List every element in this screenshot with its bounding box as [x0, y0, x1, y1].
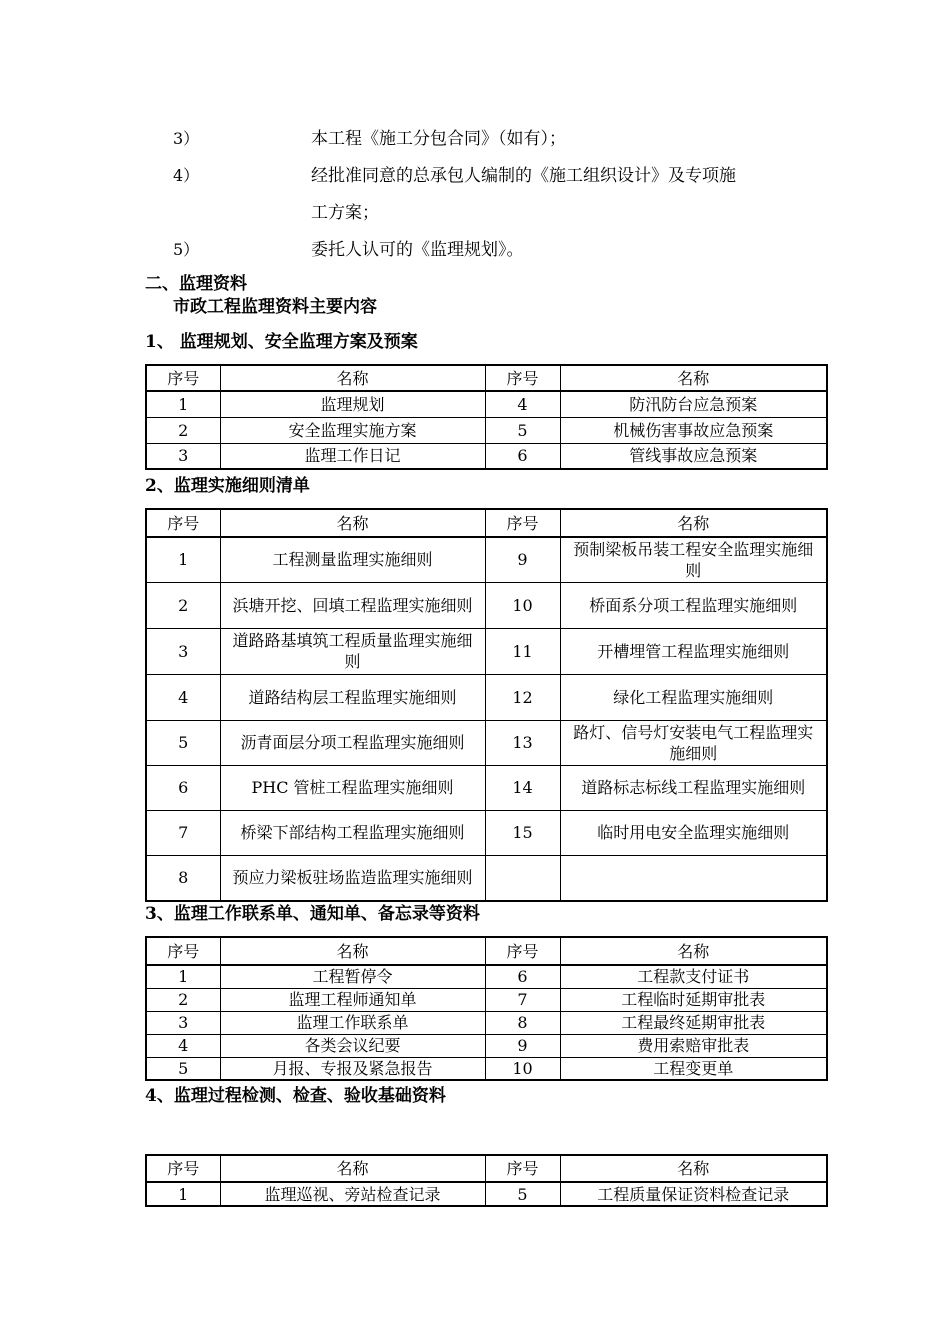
- table-inspections: [145, 1154, 828, 1207]
- cell-no: 5: [146, 720, 220, 765]
- header-name: 名称: [220, 365, 485, 391]
- cell-no: 2: [146, 988, 220, 1011]
- table-row: [146, 1057, 827, 1080]
- cell-no: 4: [146, 674, 220, 720]
- table-rules: [145, 508, 828, 902]
- list-number: 4）: [173, 166, 200, 185]
- cell-name: 工程测量监理实施细则: [220, 537, 485, 582]
- cell-name: 道路路基填筑工程质量监理实施细则: [220, 628, 485, 674]
- cell-no: 4: [146, 1034, 220, 1057]
- cell-name: 监理工程师通知单: [220, 988, 485, 1011]
- table-title: 4、监理过程检测、检查、验收基础资料: [145, 1086, 446, 1106]
- list-item-continuation: 工方案；: [311, 203, 379, 223]
- cell-no: 1: [146, 391, 220, 417]
- cell-no: 6: [146, 765, 220, 810]
- cell-name: 开槽埋管工程监理实施细则: [560, 628, 827, 674]
- cell-no: 9: [485, 537, 560, 582]
- cell-name: 路灯、信号灯安装电气工程监理实施细则: [560, 720, 827, 765]
- header-no: 序号: [146, 1155, 220, 1182]
- table-row: [146, 674, 827, 720]
- cell-name: [560, 855, 827, 901]
- cell-name: 工程最终延期审批表: [560, 1011, 827, 1034]
- cell-no: 3: [146, 443, 220, 469]
- cell-name: 管线事故应急预案: [560, 443, 827, 469]
- cell-name: 监理工作日记: [220, 443, 485, 469]
- cell-name: 防汛防台应急预案: [560, 391, 827, 417]
- cell-name: 监理工作联系单: [220, 1011, 485, 1034]
- table-plans: [145, 364, 828, 470]
- header-name: 名称: [560, 509, 827, 537]
- cell-no: 7: [146, 810, 220, 855]
- header-no: 序号: [485, 365, 560, 391]
- cell-no: 15: [485, 810, 560, 855]
- cell-no: 12: [485, 674, 560, 720]
- cell-name: 安全监理实施方案: [220, 417, 485, 443]
- header-name: 名称: [560, 365, 827, 391]
- header-name: 名称: [560, 937, 827, 965]
- cell-no: 1: [146, 1182, 220, 1206]
- cell-no: 11: [485, 628, 560, 674]
- table-row: [146, 628, 827, 674]
- header-name: 名称: [220, 937, 485, 965]
- section-subtitle: 市政工程监理资料主要内容: [173, 297, 377, 317]
- cell-name: 绿化工程监理实施细则: [560, 674, 827, 720]
- cell-no: 5: [485, 417, 560, 443]
- cell-no: 5: [146, 1057, 220, 1080]
- cell-name: 道路标志标线工程监理实施细则: [560, 765, 827, 810]
- cell-name: 道路结构层工程监理实施细则: [220, 674, 485, 720]
- section-title: 二、监理资料: [145, 274, 247, 294]
- header-name: 名称: [560, 1155, 827, 1182]
- table-row: [146, 855, 827, 901]
- cell-no: 5: [485, 1182, 560, 1206]
- cell-name: 沥青面层分项工程监理实施细则: [220, 720, 485, 765]
- cell-name: 桥面系分项工程监理实施细则: [560, 582, 827, 628]
- table-notices: [145, 936, 828, 1081]
- header-name: 名称: [220, 509, 485, 537]
- table-row: [146, 988, 827, 1011]
- cell-no: 4: [485, 391, 560, 417]
- table-row: [146, 582, 827, 628]
- cell-name: 工程款支付证书: [560, 965, 827, 988]
- cell-no: 8: [485, 1011, 560, 1034]
- table-row: [146, 765, 827, 810]
- header-no: 序号: [485, 1155, 560, 1182]
- table-row: [146, 417, 827, 443]
- cell-no: 1: [146, 965, 220, 988]
- table-row: [146, 537, 827, 582]
- cell-name: 临时用电安全监理实施细则: [560, 810, 827, 855]
- table-row: [146, 720, 827, 765]
- cell-no: 2: [146, 417, 220, 443]
- cell-name: 预应力梁板驻场监造监理实施细则: [220, 855, 485, 901]
- cell-name: 工程临时延期审批表: [560, 988, 827, 1011]
- header-no: 序号: [146, 937, 220, 965]
- table-row: [146, 1034, 827, 1057]
- cell-no: 13: [485, 720, 560, 765]
- cell-no: 8: [146, 855, 220, 901]
- cell-no: 1: [146, 537, 220, 582]
- cell-name: 预制梁板吊装工程安全监理实施细则: [560, 537, 827, 582]
- cell-name: 各类会议纪要: [220, 1034, 485, 1057]
- cell-no: 3: [146, 1011, 220, 1034]
- cell-no: 2: [146, 582, 220, 628]
- cell-name: PHC 管桩工程监理实施细则: [220, 765, 485, 810]
- cell-no: 6: [485, 443, 560, 469]
- header-no: 序号: [146, 509, 220, 537]
- table-row: [146, 810, 827, 855]
- cell-no: 14: [485, 765, 560, 810]
- cell-name: 桥梁下部结构工程监理实施细则: [220, 810, 485, 855]
- table-title: 1、 监理规划、安全监理方案及预案: [145, 332, 418, 352]
- cell-name: 监理规划: [220, 391, 485, 417]
- cell-name: 费用索赔审批表: [560, 1034, 827, 1057]
- cell-name: 工程变更单: [560, 1057, 827, 1080]
- cell-name: 工程质量保证资料检查记录: [560, 1182, 827, 1206]
- table-row: [146, 965, 827, 988]
- cell-no: 10: [485, 1057, 560, 1080]
- table-row: [146, 1011, 827, 1034]
- cell-name: 浜塘开挖、回填工程监理实施细则: [220, 582, 485, 628]
- cell-name: 月报、专报及紧急报告: [220, 1057, 485, 1080]
- cell-name: 监理巡视、旁站检查记录: [220, 1182, 485, 1206]
- list-item-text: 经批准同意的总承包人编制的《施工组织设计》及专项施: [311, 166, 736, 186]
- cell-no: 7: [485, 988, 560, 1011]
- table-title: 3、监理工作联系单、通知单、备忘录等资料: [145, 904, 480, 924]
- list-number: 5）: [173, 240, 200, 259]
- header-no: 序号: [146, 365, 220, 391]
- header-no: 序号: [485, 937, 560, 965]
- cell-name: 工程暂停令: [220, 965, 485, 988]
- table-row: [146, 391, 827, 417]
- table-row: [146, 443, 827, 469]
- list-item-text: 本工程《施工分包合同》（如有）；: [311, 129, 566, 149]
- cell-no: 10: [485, 582, 560, 628]
- list-item-text: 委托人认可的《监理规划》。: [311, 240, 524, 260]
- cell-no: 3: [146, 628, 220, 674]
- cell-name: 机械伤害事故应急预案: [560, 417, 827, 443]
- cell-no: 6: [485, 965, 560, 988]
- table-row: [146, 1182, 827, 1206]
- list-number: 3）: [173, 129, 200, 148]
- header-name: 名称: [220, 1155, 485, 1182]
- cell-no: [485, 855, 560, 901]
- table-title: 2、监理实施细则清单: [145, 476, 310, 496]
- cell-no: 9: [485, 1034, 560, 1057]
- header-no: 序号: [485, 509, 560, 537]
